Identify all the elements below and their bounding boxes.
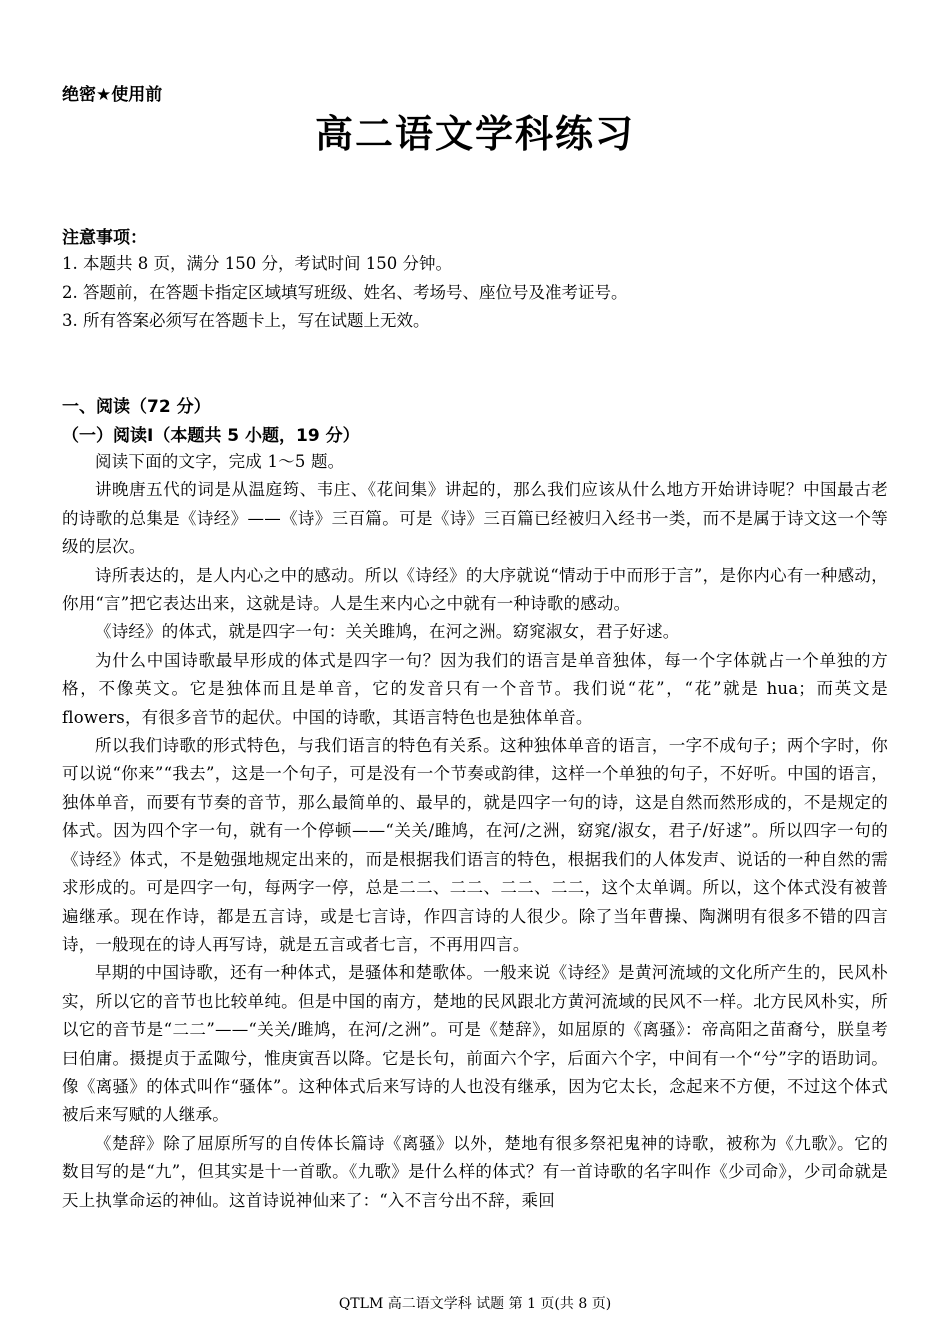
section-heading: 一、阅读（72 分） — [62, 397, 211, 417]
note-item: 1. 本题共 8 页，满分 150 分，考试时间 150 分钟。 — [62, 254, 452, 273]
passage-paragraph: 所以我们诗歌的形式特色，与我们语言的特色有关系。这种独体单音的语言，一字不成句子；两个字时，你可以说“你来”“我去”，这是一个句子，可是没有一个节奏或韵律，这样一个单独的句子，不好听。中国的语言，独体单音，而要有节奏的音节，那么最简单的、最早的，就是四字一句的诗，这是自然而然形成的，不是规定的体式。因为四个字一句，就有一个停顿——“关关/雎鸠，在河/之洲，窈窕/淑女，君子/好逑”。所以四字一句的《诗经》体式，不是勉强地规定出来的，而是根据我们语言的特色，根据我们的人体发声、说话的一种自然的需求形成的。可是四字一句，每两字一停，总是二二、二二、二二、二二，这个太单调。所以，这个体式没有被普遍继承。现在作诗，都是五言诗，或是七言诗，作四言诗的人很少。除了当年曹操、陶渊明有很多不错的四言诗，一般现在的诗人再写诗，就是五言或者七言，不再用四言。 — [62, 736, 888, 954]
passage-paragraph: 《诗经》的体式，就是四字一句：关关雎鸠，在河之洲。窈窕淑女，君子好逑。 — [95, 622, 680, 642]
note-item: 2. 答题前，在答题卡指定区域填写班级、姓名、考场号、座位号及准考证号。 — [62, 282, 628, 302]
passage-paragraph: 《楚辞》除了屈原所写的自传体长篇诗《离骚》以外，楚地有很多祭祀鬼神的诗歌，被称为《九歌》。它的数目写的是“九”，但其实是十一首歌。《九歌》是什么样的体式？有一首诗歌的名字叫作《少司命》，少司命就是天上执掌命运的神仙。这首诗说神仙来了：“入不言兮出不辞，乘回 — [62, 1133, 888, 1210]
notes-heading: 注意事项： — [62, 228, 147, 248]
instruction-text: 阅读下面的文字，完成 1～5 题。 — [95, 452, 345, 471]
passage-paragraph: 早期的中国诗歌，还有一种体式，是骚体和楚歌体。一般来说《诗经》是黄河流域的文化所产生的，民风朴实，所以它的音节也比较单纯。但是中国的南方，楚地的民风跟北方黄河流域的民风不一样。北方民风朴实，所以它的音节是“二二”——“关关/雎鸠，在河/之洲”。可是《楚辞》，如屈原的《离骚》：帝高阳之苗裔兮，朕皇考曰伯庸。摄提贞于孟陬兮，惟庚寅吾以降。它是长句，前面六个字，后面六个字，中间有一个“兮”字的语助词。像《离骚》的体式叫作“骚体”。这种体式后来写诗的人也没有继承，因为它太长，念起来不方便，不过这个体式被后来写赋的人继承。 — [62, 963, 888, 1125]
passage-paragraph: 诗所表达的，是人内心之中的感动。所以《诗经》的大序就说“情动于中而形于言”，是你内心有一种感动，你用“言”把它表达出来，这就是诗。人是生来内心之中就有一种诗歌的感动。 — [62, 565, 888, 614]
passage-paragraph: 讲晚唐五代的词是从温庭筠、韦庄、《花间集》讲起的，那么我们应该从什么地方开始讲诗呢？中国最古老的诗歌的总集是《诗经》——《诗》三百篇。可是《诗》三百篇已经被归入经书一类，而不是属于诗文这一个等级的层次。 — [62, 480, 888, 557]
subsection-heading: （一）阅读Ⅰ（本题共 5 小题，19 分） — [62, 426, 360, 446]
passage-paragraph: 为什么中国诗歌最早形成的体式是四字一句？因为我们的语言是单音独体，每一个字体就占一个单独的方格，不像英文。它是独体而且是单音，它的发音只有一个音节。我们说“花”，“花”就是 hua；而英文是 flowers，有很多音节的起伏。中国的诗歌，其语言特色也是独体单音。 — [62, 650, 888, 727]
note-item: 3. 所有答案必须写在答题卡上，写在试题上无效。 — [62, 311, 430, 330]
page-footer: QTLM 高二语文学科 试题 第 1 页(共 8 页) — [338, 1296, 612, 1312]
confidential-label: 绝密★使用前 — [62, 85, 163, 105]
reading-passage — [62, 448, 888, 1215]
notes-list — [62, 250, 892, 336]
page-title: 高二语文学科练习 — [314, 111, 635, 156]
